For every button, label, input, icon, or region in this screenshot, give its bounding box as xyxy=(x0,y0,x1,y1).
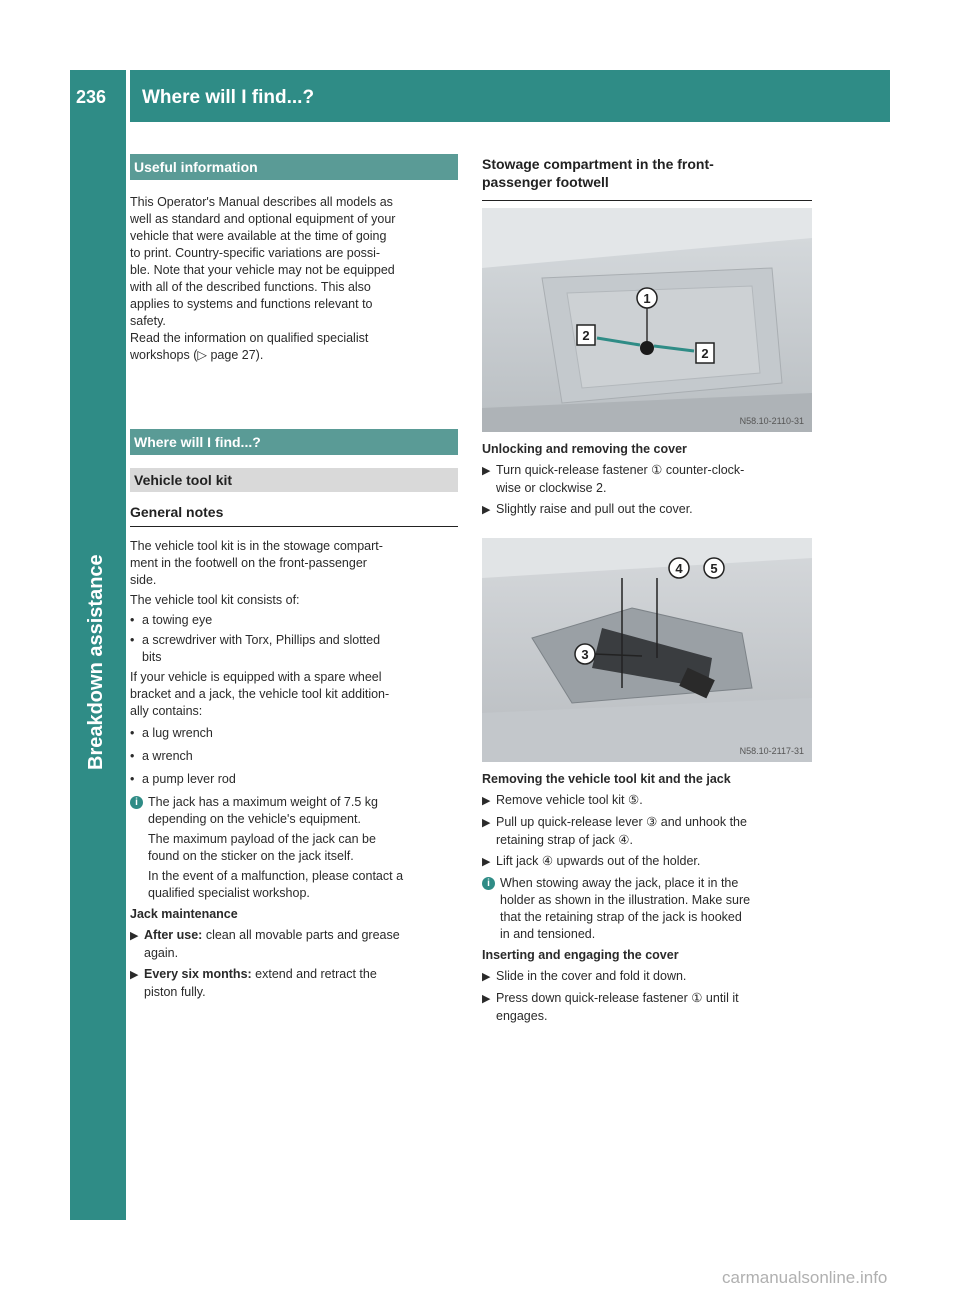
step-arrow-icon: ▶ xyxy=(482,795,491,807)
text-line: When stowing away the jack, place it in the xyxy=(500,876,739,890)
info-icon: i xyxy=(482,877,495,890)
list-item-text: a lug wrench xyxy=(142,726,213,740)
heading-rule xyxy=(482,200,812,201)
heading-line: Stowage compartment in the front- xyxy=(482,156,714,172)
step-item xyxy=(482,853,814,871)
useful-info-bar xyxy=(130,154,458,180)
text-line: side. xyxy=(130,573,157,587)
step-text: piston fully. xyxy=(144,985,206,999)
text-line: Read the information on qualified specialist xyxy=(130,331,369,345)
step-text: Slightly raise and pull out the cover. xyxy=(496,502,693,516)
step-text: retaining strap of jack ④. xyxy=(496,833,633,847)
step-arrow-icon: ▶ xyxy=(482,817,491,829)
page-number: 236 xyxy=(76,87,107,107)
text-line: depending on the vehicle's equipment. xyxy=(148,812,361,826)
step-item xyxy=(482,501,814,519)
step-text: Press down quick-release fastener ① until it xyxy=(496,991,739,1005)
step-text: extend and retract the xyxy=(251,967,377,981)
step-arrow-icon: ▶ xyxy=(482,504,491,516)
step-item xyxy=(482,990,814,1008)
list-item xyxy=(130,725,460,742)
list-item-text: bits xyxy=(142,650,162,664)
figure-tool-kit-jack xyxy=(482,538,812,762)
jack-maintenance-heading: Jack maintenance xyxy=(130,907,238,921)
text-line: The vehicle tool kit consists of: xyxy=(130,593,300,607)
sidebar-label: Breakdown assistance xyxy=(85,554,107,770)
step-item xyxy=(130,966,460,984)
step-arrow-icon: ▶ xyxy=(482,971,491,983)
text-line: The jack has a maximum weight of 7.5 kg xyxy=(148,795,378,809)
step-text: again. xyxy=(144,946,179,960)
text-line: vehicle that were available at the time of going xyxy=(130,229,387,243)
text-line: holder as shown in the illustration. Make sure xyxy=(500,893,751,907)
text-line: to print. Country-specific variations are possi- xyxy=(130,246,381,260)
removal-body xyxy=(482,771,814,1025)
info-note xyxy=(482,875,814,943)
list-item-text: a towing eye xyxy=(142,613,213,627)
list-item xyxy=(130,632,460,649)
bullet-icon: • xyxy=(130,633,135,647)
step-arrow-icon: ▶ xyxy=(130,969,139,981)
text-line: The vehicle tool kit is in the stowage compart- xyxy=(130,539,383,553)
list-item xyxy=(130,612,460,629)
info-note xyxy=(130,794,460,902)
list-item xyxy=(130,771,460,788)
callout-3-label: 3 xyxy=(581,647,589,662)
figure-code: N58.10-2117-31 xyxy=(739,746,804,756)
text-line: well as standard and optional equipment of your xyxy=(130,212,396,226)
remove-heading: Removing the vehicle tool kit and the jack xyxy=(482,772,731,786)
heading-rule xyxy=(130,526,458,527)
page-link[interactable]: workshops (▷ page 27). xyxy=(130,348,264,362)
callout-2-left-label: 2 xyxy=(582,328,590,343)
figure-stowage-cover xyxy=(482,208,812,432)
step-text: Turn quick-release fastener ① counter-clock- xyxy=(496,463,745,477)
text-line: found on the sticker on the jack itself. xyxy=(148,849,354,863)
text-line: bracket and a jack, the vehicle tool kit addition- xyxy=(130,687,390,701)
list-item xyxy=(130,748,460,765)
page-number-box xyxy=(70,70,126,122)
where-title: Where will I find...? xyxy=(134,434,261,450)
info-icon: i xyxy=(130,796,143,809)
bullet-icon: • xyxy=(130,613,135,627)
step-item xyxy=(482,462,814,480)
step-item xyxy=(482,814,814,832)
text-line: safety. xyxy=(130,314,166,328)
fastener-knob xyxy=(640,341,654,355)
step-text: Slide in the cover and fold it down. xyxy=(496,969,687,983)
step-item xyxy=(130,927,460,945)
where-bar xyxy=(130,429,458,455)
heading-line: passenger footwell xyxy=(482,174,609,190)
text-line: applies to systems and functions relevant to xyxy=(130,297,373,311)
step-text: Lift jack ④ upwards out of the holder. xyxy=(496,854,701,868)
figure-code: N58.10-2110-31 xyxy=(739,416,804,426)
step-arrow-icon: ▶ xyxy=(482,993,491,1005)
step-item xyxy=(482,792,814,810)
text-line: In the event of a malfunction, please contact a xyxy=(148,869,404,883)
text-line: ble. Note that your vehicle may not be equipped xyxy=(130,263,395,277)
tool-kit-title: Vehicle tool kit xyxy=(134,472,233,488)
list-item-text: a wrench xyxy=(142,749,193,763)
stowage-heading xyxy=(482,155,812,191)
callout-1-label: 1 xyxy=(643,291,651,306)
text-line: The maximum payload of the jack can be xyxy=(148,832,376,846)
general-notes-body xyxy=(130,538,460,1001)
step-label: Every six months: xyxy=(144,967,252,981)
callout-5-label: 5 xyxy=(710,561,718,576)
useful-info-title: Useful information xyxy=(134,159,258,175)
general-notes-heading: General notes xyxy=(130,504,224,520)
step-label: After use: xyxy=(144,928,203,942)
list-item-text: a pump lever rod xyxy=(142,772,236,786)
step-item xyxy=(482,968,814,986)
text-line: qualified specialist workshop. xyxy=(148,886,310,900)
step-arrow-icon: ▶ xyxy=(130,930,139,942)
text-line: with all of the described functions. This also xyxy=(130,280,371,294)
useful-info-body xyxy=(130,194,460,364)
header-bar xyxy=(130,70,890,122)
bullet-icon: • xyxy=(130,749,135,763)
step-text: engages. xyxy=(496,1009,548,1023)
page-title: Where will I find...? xyxy=(142,87,315,108)
step-text: wise or clockwise 2. xyxy=(496,481,607,495)
step-arrow-icon: ▶ xyxy=(482,465,491,477)
watermark: carmanualsonline.info xyxy=(722,1268,888,1287)
step-arrow-icon: ▶ xyxy=(482,856,491,868)
step-text: Pull up quick-release lever ③ and unhook the xyxy=(496,815,747,829)
text-line: This Operator's Manual describes all models as xyxy=(130,195,393,209)
stowage-body xyxy=(482,441,814,519)
text-line: in and tensioned. xyxy=(500,927,596,941)
insert-heading: Inserting and engaging the cover xyxy=(482,948,679,962)
text-line: that the retaining strap of the jack is hooked xyxy=(500,910,742,924)
step-text: Remove vehicle tool kit ⑤. xyxy=(496,793,643,807)
tool-kit-bar xyxy=(130,468,458,492)
callout-4-label: 4 xyxy=(675,561,683,576)
text-line: If your vehicle is equipped with a spare wheel xyxy=(130,670,382,684)
text-line: ment in the footwell on the front-passenger xyxy=(130,556,367,570)
step-text: clean all movable parts and grease xyxy=(202,928,400,942)
unlock-heading: Unlocking and removing the cover xyxy=(482,442,687,456)
list-item-text: a screwdriver with Torx, Phillips and slotted xyxy=(142,633,381,647)
text-line: ally contains: xyxy=(130,704,203,718)
bullet-icon: • xyxy=(130,772,135,786)
callout-2-right-label: 2 xyxy=(701,346,709,361)
bullet-icon: • xyxy=(130,726,135,740)
